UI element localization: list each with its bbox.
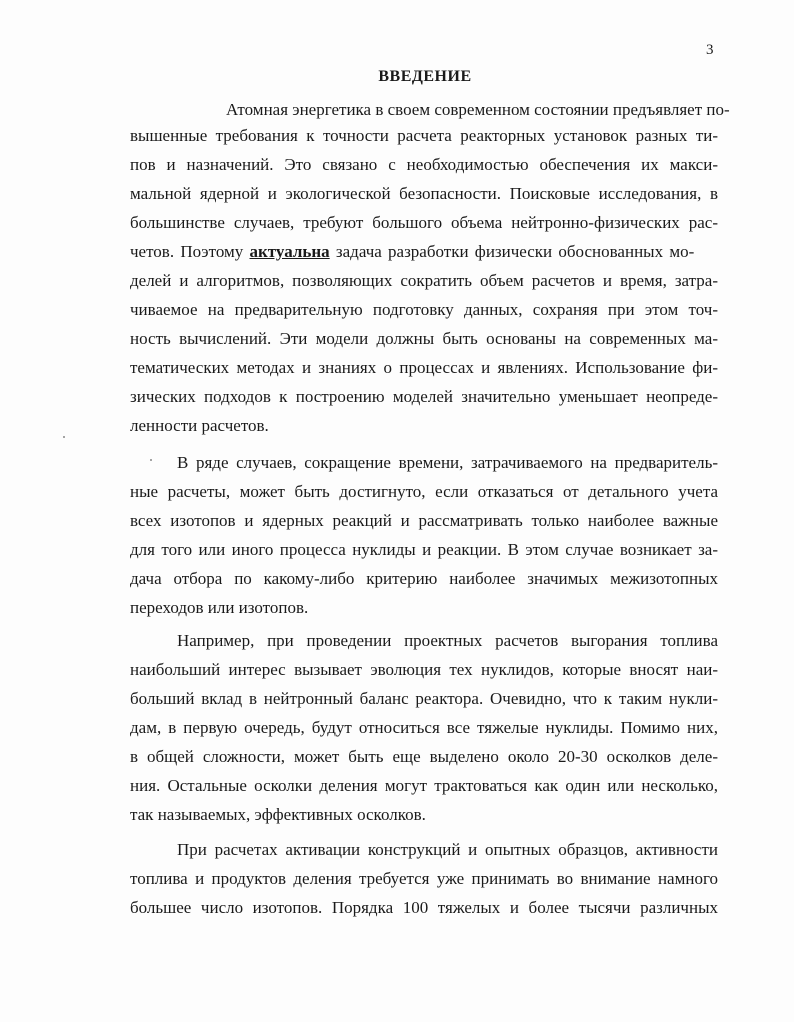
paragraph-1-line-12: ленности расчетов.: [130, 416, 269, 435]
paragraph-2-line-1: В ряде случаев, сокращение времени, затрачиваемого на предваритель-: [177, 453, 718, 472]
paragraph-1-line-6: [130, 242, 718, 262]
paragraph-1-line-8: чиваемое на предварительную подготовку данных, сохраняя при этом точ-: [130, 300, 718, 319]
paragraph-2-line-3: всех изотопов и ядерных реакций и рассматривать только наиболее важные: [130, 511, 718, 530]
scan-speck: [150, 459, 152, 461]
paragraph-3-line-6: ния. Остальные осколки деления могут трактоваться как один или несколько,: [130, 776, 718, 795]
paragraph-1-line-1: Атомная энергетика в своем современном состоянии предъявляет по-: [226, 100, 730, 119]
line-6-end: задача разработки физически обоснованных мо-: [329, 242, 695, 261]
paragraph-1-line-11: зических подходов к построению моделей значительно уменьшает неопреде-: [130, 387, 718, 406]
section-title: ВВЕДЕНИЕ: [378, 68, 472, 85]
paragraph-3-line-7: так называемых, эффективных осколков.: [130, 805, 426, 824]
paragraph-1-line-2: вышенные требования к точности расчета реакторных установок разных ти-: [130, 126, 718, 145]
paragraph-2-line-6: переходов или изотопов.: [130, 598, 309, 617]
paragraph-3-line-5: в общей сложности, может быть еще выделено около 20-30 осколков деле-: [130, 747, 718, 766]
paragraph-4-line-3: большее число изотопов. Порядка 100 тяжелых и более тысячи различных: [130, 898, 718, 917]
paragraph-4-line-1: При расчетах активации конструкций и опытных образцов, активности: [177, 840, 718, 859]
paragraph-3-line-2: наибольший интерес вызывает эволюция тех нуклидов, которые вносят наи-: [130, 660, 718, 679]
line-6-start: четов. Поэтому: [130, 242, 250, 261]
keyword-aktualna: актуальна: [249, 242, 330, 261]
paragraph-3-line-3: больший вклад в нейтронный баланс реактора. Очевидно, что к таким нукли-: [130, 689, 718, 708]
page-number: 3: [706, 42, 714, 58]
scan-speck: [63, 436, 65, 438]
paragraph-4-line-2: топлива и продуктов деления требуется уже принимать во внимание намного: [130, 869, 718, 888]
paragraph-1-line-9: ность вычислений. Эти модели должны быть основаны на современных ма-: [130, 329, 718, 348]
paragraph-1-line-3: пов и назначений. Это связано с необходимостью обеспечения их макси-: [130, 155, 718, 174]
paragraph-3-line-1: Например, при проведении проектных расчетов выгорания топлива: [177, 631, 718, 650]
paragraph-1-line-4: мальной ядерной и экологической безопасности. Поисковые исследования, в: [130, 184, 718, 203]
paragraph-1-line-10: тематических методах и знаниях о процессах и явлениях. Использование фи-: [130, 358, 718, 377]
paragraph-1-line-5: большинстве случаев, требуют большого объема нейтронно-физических рас-: [130, 213, 718, 232]
paragraph-1-line-7: делей и алгоритмов, позволяющих сократить объем расчетов и время, затра-: [130, 271, 718, 290]
paragraph-2-line-5: дача отбора по какому-либо критерию наиболее значимых межизотопных: [130, 569, 718, 588]
paragraph-2-line-2: ные расчеты, может быть достигнуто, если отказаться от детального учета: [130, 482, 718, 501]
paragraph-2-line-4: для того или иного процесса нуклиды и реакции. В этом случае возникает за-: [130, 540, 718, 559]
paragraph-3-line-4: дам, в первую очередь, будут относиться все тяжелые нуклиды. Помимо них,: [130, 718, 718, 737]
